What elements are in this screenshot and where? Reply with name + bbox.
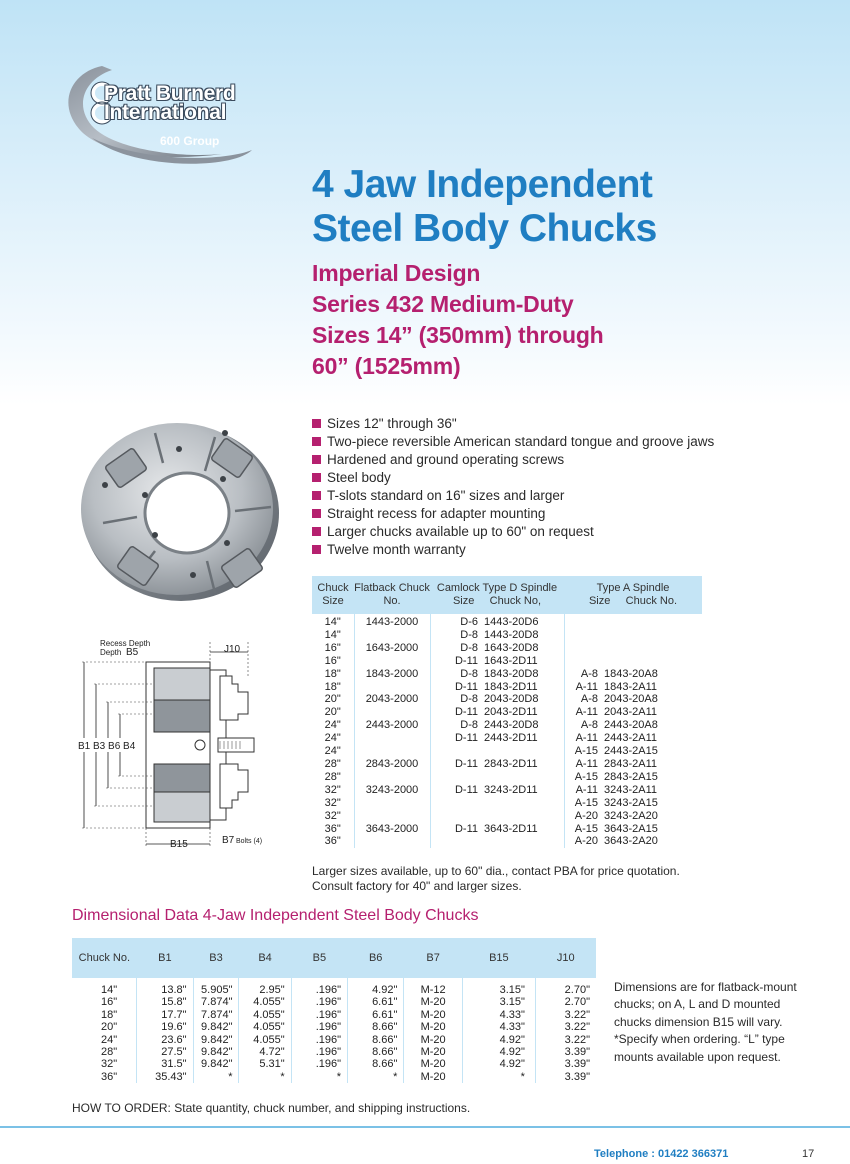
table-cell: 14": [312, 629, 354, 642]
header-chuck-size: Chuck Size: [312, 576, 354, 614]
bullet-icon: [312, 419, 321, 428]
title-line1: 4 Jaw Independent: [312, 163, 653, 206]
table-cell: A-8: [580, 667, 598, 680]
table-cell: 8.66": [348, 1034, 404, 1046]
table-cell: M-20: [404, 996, 462, 1008]
diagram-label-b7: B7: [222, 835, 235, 846]
table-cell: 4.33": [462, 1009, 535, 1021]
table-cell: [430, 745, 484, 758]
table-cell: [564, 614, 604, 629]
column-header: J10: [535, 938, 596, 978]
table-cell: 1443-20D6: [484, 614, 564, 629]
logo-name-line2: International: [104, 101, 227, 124]
table-row: [312, 810, 702, 823]
table-cell: 18": [312, 681, 354, 694]
table-cell: 19.6": [137, 1021, 193, 1033]
table-cell: [354, 681, 430, 694]
table-cell: 20": [72, 1021, 137, 1033]
table-cell: 9.842": [193, 1034, 239, 1046]
table-cell: 2043-2000: [354, 693, 430, 706]
table-cell: 28": [312, 758, 354, 771]
table-cell: 2.70": [564, 996, 590, 1009]
table-row: [72, 1058, 596, 1070]
table-cell: 20": [312, 693, 354, 706]
table-cell: 3243-2A11: [604, 783, 658, 796]
table-cell: 1643-2D11: [484, 655, 564, 668]
header-camlock: [430, 576, 564, 614]
table-cell: D-11: [454, 680, 478, 693]
table-row: [312, 719, 702, 732]
table-cell: [564, 629, 604, 642]
table-cell: 7.874": [193, 1009, 239, 1021]
larger-sizes-note: [312, 864, 680, 894]
table-cell: 31.5": [137, 1058, 193, 1070]
table-cell: 36": [72, 1071, 137, 1083]
spindle-table-body: [312, 614, 702, 848]
table-row: [312, 642, 702, 655]
table-cell: [604, 614, 702, 629]
table-cell: 18": [312, 668, 354, 681]
table-cell: 13.8": [137, 978, 193, 996]
table-cell: [354, 745, 430, 758]
table-cell: 4.72": [239, 1046, 291, 1058]
diagram-label-b15: B15: [170, 839, 188, 850]
table-cell: A-11: [575, 732, 598, 745]
subtitle-line1: Imperial Design: [312, 260, 481, 286]
table-cell: 18": [72, 1009, 137, 1021]
table-cell: *: [239, 1071, 291, 1083]
table-cell: 4.055": [239, 1034, 291, 1046]
table-cell: 16": [312, 642, 354, 655]
table-cell: 1843-2A11: [604, 680, 658, 693]
table-cell: 15.8": [137, 996, 193, 1008]
table-cell: 5.905": [193, 978, 239, 996]
table-cell: [484, 835, 564, 848]
table-cell: 14": [312, 614, 354, 629]
table-cell: 1443-20D8: [484, 629, 564, 642]
page-subtitle: [312, 258, 604, 382]
table-cell: 3243-2A15: [604, 796, 658, 809]
table-row: [312, 693, 702, 706]
logo-name-line1: Pratt Burnerd: [104, 82, 236, 105]
table-cell: 9.842": [193, 1058, 239, 1070]
table-cell: .196": [291, 1046, 347, 1058]
table-cell: 3243-2000: [354, 784, 430, 797]
table-cell: 4.055": [239, 996, 291, 1008]
table-cell: M-12: [404, 978, 462, 996]
dimensional-data-title: Dimensional Data 4-Jaw Independent Steel Body Chucks: [72, 907, 479, 924]
diagram-label-b5: B5: [126, 647, 139, 658]
dimensional-table-header: [72, 938, 596, 978]
table-cell: 1843-2D11: [484, 681, 564, 694]
table-cell: 2843-2D11: [484, 758, 564, 771]
table-cell: A-11: [575, 757, 598, 770]
table-cell: D-11: [454, 654, 478, 667]
table-cell: 4.055": [239, 1021, 291, 1033]
header-camlock-no: Chuck No,: [489, 595, 542, 607]
table-cell: 24": [312, 732, 354, 745]
table-cell: *: [193, 1071, 239, 1083]
table-cell: 3643-2000: [354, 823, 430, 836]
table-cell: 32": [312, 810, 354, 823]
table-cell: 1843-20D8: [484, 668, 564, 681]
table-cell: M-20: [404, 1034, 462, 1046]
table-cell: [430, 835, 484, 848]
table-row: [312, 655, 702, 668]
table-cell: 24": [72, 1034, 137, 1046]
page-title: [312, 163, 657, 251]
column-header: B3: [193, 938, 239, 978]
table-cell: [354, 655, 430, 668]
table-cell: [484, 810, 564, 823]
table-cell: [484, 771, 564, 784]
table-cell: 14": [72, 978, 137, 996]
table-cell: 35.43": [137, 1071, 193, 1083]
table-cell: [354, 810, 430, 823]
table-cell: 3643-2A20: [604, 835, 658, 848]
table-cell: D-6: [460, 616, 478, 628]
table-row: [312, 823, 702, 836]
dimension-note: Dimensions are for flatback-mount chucks; on A, L and D mounted chucks dimension B15 will vary. *Specify when ordering. “L” type mounts available upon request.: [614, 980, 797, 1064]
table-row: [312, 629, 702, 642]
header-type-a-no: Chuck No.: [625, 595, 678, 607]
table-cell: 5.31": [239, 1058, 291, 1070]
table-cell: 2443-20A8: [604, 719, 658, 732]
table-row: [312, 706, 702, 719]
table-cell: [564, 655, 604, 668]
table-cell: A-15: [574, 822, 598, 835]
table-cell: A-11: [575, 783, 598, 796]
header-camlock-title: Camlock Type D Spindle: [436, 582, 558, 594]
table-cell: *: [291, 1071, 347, 1083]
table-cell: 2443-2D11: [484, 732, 564, 745]
table-cell: 2443-2A11: [604, 732, 658, 745]
diagram-label-recess: Recess Depth: [100, 639, 151, 648]
table-cell: D-8: [460, 641, 478, 654]
table-cell: [430, 810, 484, 823]
subtitle-line4: 60” (1525mm): [312, 353, 461, 379]
diagram-label-b1-b3-b6-b4: B1 B3 B6 B4: [78, 741, 136, 752]
table-cell: [564, 642, 604, 655]
svg-text:Depth: Depth: [100, 648, 122, 657]
table-cell: 8.66": [348, 1021, 404, 1033]
table-cell: M-20: [404, 1021, 462, 1033]
bullet-icon: [312, 545, 321, 554]
table-row: [312, 771, 702, 784]
table-cell: 32": [312, 784, 354, 797]
header-flatback: Flatback Chuck No.: [354, 576, 430, 614]
table-cell: [484, 797, 564, 810]
note-line1: Larger sizes available, up to 60" dia., contact PBA for price quotation.: [312, 864, 680, 878]
table-cell: 9.842": [193, 1046, 239, 1058]
bullet-icon: [312, 491, 321, 500]
table-cell: 32": [72, 1058, 137, 1070]
table-cell: A-11: [575, 706, 598, 719]
table-cell: [354, 629, 430, 642]
column-header: B4: [239, 938, 291, 978]
spindle-table: [312, 576, 702, 848]
bullet-icon: [312, 527, 321, 536]
table-cell: 2443-2000: [354, 719, 430, 732]
table-cell: .196": [291, 978, 347, 996]
table-cell: [354, 835, 430, 848]
table-cell: 1643-2000: [354, 642, 430, 655]
table-cell: 1443-2000: [354, 614, 430, 629]
table-cell: 3243-2D11: [484, 784, 564, 797]
table-cell: 3.22": [564, 1033, 590, 1046]
table-row: [312, 835, 702, 848]
table-cell: 2843-2A15: [604, 770, 658, 783]
table-cell: [430, 797, 484, 810]
table-cell: [354, 732, 430, 745]
table-cell: 3243-2A20: [604, 809, 658, 822]
table-cell: [354, 797, 430, 810]
table-cell: A-11: [575, 680, 598, 693]
table-row: [312, 732, 702, 745]
table-cell: M-20: [404, 1009, 462, 1021]
note-line2: Consult factory for 40" and larger sizes.: [312, 879, 522, 893]
table-cell: 3.15": [462, 978, 535, 996]
table-row: [72, 1071, 596, 1083]
table-cell: 3.39": [564, 1058, 590, 1071]
bullet-icon: [312, 509, 321, 518]
footer-divider: [0, 1126, 850, 1128]
table-cell: 20": [312, 706, 354, 719]
table-row: [312, 745, 702, 758]
table-row: [312, 784, 702, 797]
table-cell: 3.22": [564, 1021, 590, 1034]
table-cell: 4.92": [462, 1034, 535, 1046]
table-cell: [604, 629, 702, 642]
table-cell: D-8: [460, 693, 478, 706]
table-cell: 28": [312, 771, 354, 784]
feature-item: Larger chucks available up to 60" on request: [312, 523, 714, 541]
table-cell: 17.7": [137, 1009, 193, 1021]
table-row: [72, 996, 596, 1008]
table-cell: *: [462, 1071, 535, 1083]
bullet-icon: [312, 455, 321, 464]
table-cell: 4.33": [462, 1021, 535, 1033]
table-cell: A-20: [574, 809, 598, 822]
table-cell: A-15: [574, 796, 598, 809]
logo-group: 600 Group: [160, 134, 220, 148]
table-cell: 32": [312, 797, 354, 810]
table-cell: 1643-20D8: [484, 642, 564, 655]
column-header: B1: [137, 938, 193, 978]
column-header: B6: [348, 938, 404, 978]
title-line2: Steel Body Chucks: [312, 207, 657, 250]
table-cell: [604, 642, 702, 655]
column-header: Chuck No.: [72, 938, 137, 978]
table-cell: 36": [312, 823, 354, 836]
table-cell: 24": [312, 745, 354, 758]
table-cell: 2043-20A8: [604, 693, 658, 706]
dimensional-table: [72, 938, 596, 1083]
table-cell: [354, 706, 430, 719]
table-cell: 36": [312, 835, 354, 848]
table-cell: 4.055": [239, 1009, 291, 1021]
table-cell: .196": [291, 996, 347, 1008]
table-cell: [430, 771, 484, 784]
table-cell: .196": [291, 1058, 347, 1070]
table-cell: 3.22": [564, 1008, 590, 1021]
table-cell: 3.39": [564, 1070, 590, 1083]
table-cell: 27.5": [137, 1046, 193, 1058]
table-row: [72, 1009, 596, 1021]
table-cell: 8.66": [348, 1058, 404, 1070]
subtitle-line3: Sizes 14” (350mm) through: [312, 322, 604, 348]
chuck-dimension-diagram: [70, 632, 295, 857]
table-cell: 3.15": [462, 996, 535, 1008]
bullet-icon: [312, 437, 321, 446]
column-header: B15: [462, 938, 535, 978]
table-cell: A-15: [574, 770, 598, 783]
header-type-a: [564, 576, 702, 614]
chuck-product-image: [75, 415, 280, 605]
table-cell: A-15: [574, 745, 598, 758]
table-cell: 2043-2A11: [604, 706, 658, 719]
table-cell: D-11: [454, 706, 478, 719]
table-cell: M-20: [404, 1046, 462, 1058]
footer-telephone: Telephone : 01422 366371: [594, 1148, 729, 1160]
feature-item: T-slots standard on 16" sizes and larger: [312, 487, 714, 505]
table-cell: 6.61": [348, 996, 404, 1008]
table-row: [312, 668, 702, 681]
table-cell: .196": [291, 1021, 347, 1033]
table-cell: 7.874": [193, 996, 239, 1008]
page-number: 17: [802, 1148, 815, 1160]
table-cell: D-8: [460, 628, 478, 641]
table-cell: D-11: [454, 757, 478, 770]
table-cell: 8.66": [348, 1046, 404, 1058]
table-cell: 2.70": [564, 984, 590, 996]
table-cell: [484, 745, 564, 758]
feature-item: Straight recess for adapter mounting: [312, 505, 714, 523]
table-cell: D-11: [454, 732, 478, 745]
header-camlock-size: Size: [452, 595, 475, 607]
table-cell: 28": [72, 1046, 137, 1058]
table-cell: M-20: [404, 1058, 462, 1070]
table-cell: D-11: [454, 822, 478, 835]
table-cell: .196": [291, 1034, 347, 1046]
feature-item: Sizes 12" through 36": [312, 415, 714, 433]
table-cell: 16": [312, 655, 354, 668]
subtitle-line2: Series 432 Medium-Duty: [312, 291, 574, 317]
table-cell: 3.39": [564, 1046, 590, 1059]
diagram-label-bolts: Bolts (4): [236, 838, 263, 845]
header-type-a-title: Type A Spindle: [596, 582, 670, 594]
table-cell: 2043-20D8: [484, 693, 564, 706]
table-cell: D-8: [460, 667, 478, 680]
table-cell: 2843-2A11: [604, 757, 658, 770]
table-row: [72, 1021, 596, 1033]
table-cell: M-20: [404, 1071, 462, 1083]
table-row: [72, 1034, 596, 1046]
table-cell: A-20: [574, 835, 598, 848]
table-cell: .196": [291, 1009, 347, 1021]
table-row: [312, 681, 702, 694]
feature-item: Twelve month warranty: [312, 541, 714, 559]
feature-item: Hardened and ground operating screws: [312, 451, 714, 469]
feature-item: Steel body: [312, 469, 714, 487]
column-header: B7: [404, 938, 462, 978]
table-row: [72, 978, 596, 996]
table-cell: 23.6": [137, 1034, 193, 1046]
features-list: [312, 415, 714, 559]
header-type-a-size: Size: [588, 595, 611, 607]
table-cell: 4.92": [462, 1046, 535, 1058]
table-cell: 2443-2A15: [604, 745, 658, 758]
table-row: [72, 1046, 596, 1058]
table-cell: 2443-20D8: [484, 719, 564, 732]
table-row: [312, 614, 702, 629]
table-cell: A-8: [580, 719, 598, 732]
company-logo: [62, 58, 332, 178]
table-cell: 2.95": [239, 978, 291, 996]
feature-item: Two-piece reversible American standard tongue and groove jaws: [312, 433, 714, 451]
dimensional-table-body: [72, 978, 596, 1083]
table-cell: 16": [72, 996, 137, 1008]
table-cell: 6.61": [348, 1009, 404, 1021]
table-cell: D-8: [460, 719, 478, 732]
table-cell: 3643-2A15: [604, 822, 658, 835]
table-cell: [354, 771, 430, 784]
table-cell: 3643-2D11: [484, 823, 564, 836]
table-cell: 4.92": [462, 1058, 535, 1070]
table-cell: 1843-20A8: [604, 667, 658, 680]
table-row: [312, 797, 702, 810]
column-header: B5: [291, 938, 347, 978]
table-cell: 1843-2000: [354, 668, 430, 681]
bullet-icon: [312, 473, 321, 482]
table-cell: 24": [312, 719, 354, 732]
table-cell: 4.92": [348, 978, 404, 996]
table-cell: [604, 655, 702, 668]
table-row: [312, 758, 702, 771]
table-cell: *: [348, 1071, 404, 1083]
diagram-label-j10: J10: [224, 644, 241, 655]
how-to-order: HOW TO ORDER: State quantity, chuck number, and shipping instructions.: [72, 1101, 471, 1115]
table-cell: A-8: [580, 693, 598, 706]
table-cell: 2843-2000: [354, 758, 430, 771]
table-cell: 9.842": [193, 1021, 239, 1033]
table-cell: D-11: [454, 783, 478, 796]
table-cell: 2043-2D11: [484, 706, 564, 719]
